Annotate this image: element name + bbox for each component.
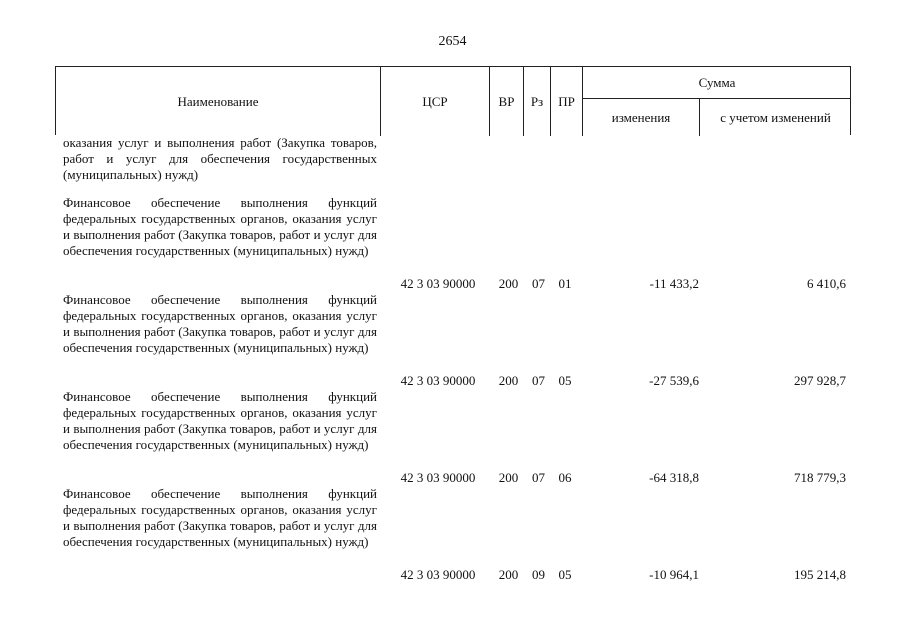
row-vr: 200 [498,567,519,582]
table-body [55,135,851,583]
row-total: 718 779,3 [794,470,846,485]
table-row-continuation [55,135,851,195]
row-csr: 42 3 03 90000 [400,373,476,388]
row-total: 195 214,8 [794,567,846,582]
row-rz: 07 [532,276,545,291]
row-rz: 09 [532,567,545,582]
table-row [55,195,851,292]
table-row [55,486,851,583]
row-change: -64 318,8 [649,470,699,485]
header-changes: изменения [611,110,671,125]
row-rz: 07 [532,373,545,388]
row-rz: 07 [532,470,545,485]
row-change: -10 964,1 [649,567,699,582]
row-vr: 200 [498,470,519,485]
header-name: Наименование [177,94,259,109]
row-total: 297 928,7 [794,373,846,388]
header-vr: ВР [498,94,515,109]
header-with-changes: с учетом изменений [720,110,831,125]
header-pr: ПР [558,94,575,109]
header-rz: Рз [530,94,544,109]
row-csr: 42 3 03 90000 [400,470,476,485]
table-row [55,292,851,389]
row-change: -27 539,6 [649,373,699,388]
row-name: Финансовое обеспечение выполнения функций федеральных государственных органов, оказания услуг и выполнения работ (Закупка товаров, работ и услуг для обеспечения государственных (муниципальных) нужд) [63,389,377,452]
table-header [55,66,851,135]
row-pr: 01 [558,276,572,291]
row-csr: 42 3 03 90000 [400,276,476,291]
header-sum: Сумма [698,75,736,90]
row-name: Финансовое обеспечение выполнения функций федеральных государственных органов, оказания услуг и выполнения работ (Закупка товаров, работ и услуг для обеспечения государственных (муниципальных) нужд) [63,195,377,258]
row-change: -11 433,2 [649,276,699,291]
row-pr: 05 [558,373,572,388]
page-number: 2654 [438,34,467,49]
row-name: Финансовое обеспечение выполнения функций федеральных государственных органов, оказания услуг и выполнения работ (Закупка товаров, работ и услуг для обеспечения государственных (муниципальных) нужд) [63,486,377,549]
row-total: 6 410,6 [807,276,846,291]
row-pr: 06 [558,470,572,485]
table-row [55,389,851,486]
row-vr: 200 [498,373,519,388]
row-csr: 42 3 03 90000 [400,567,476,582]
row-name: оказания услуг и выполнения работ (Закупка товаров, работ и услуг для обеспечения государственных (муниципальных) нужд) [63,135,377,182]
row-pr: 05 [558,567,572,582]
row-name: Финансовое обеспечение выполнения функций федеральных государственных органов, оказания услуг и выполнения работ (Закупка товаров, работ и услуг для обеспечения государственных (муниципальных) нужд) [63,292,377,355]
header-csr: ЦСР [422,94,448,109]
row-vr: 200 [498,276,519,291]
